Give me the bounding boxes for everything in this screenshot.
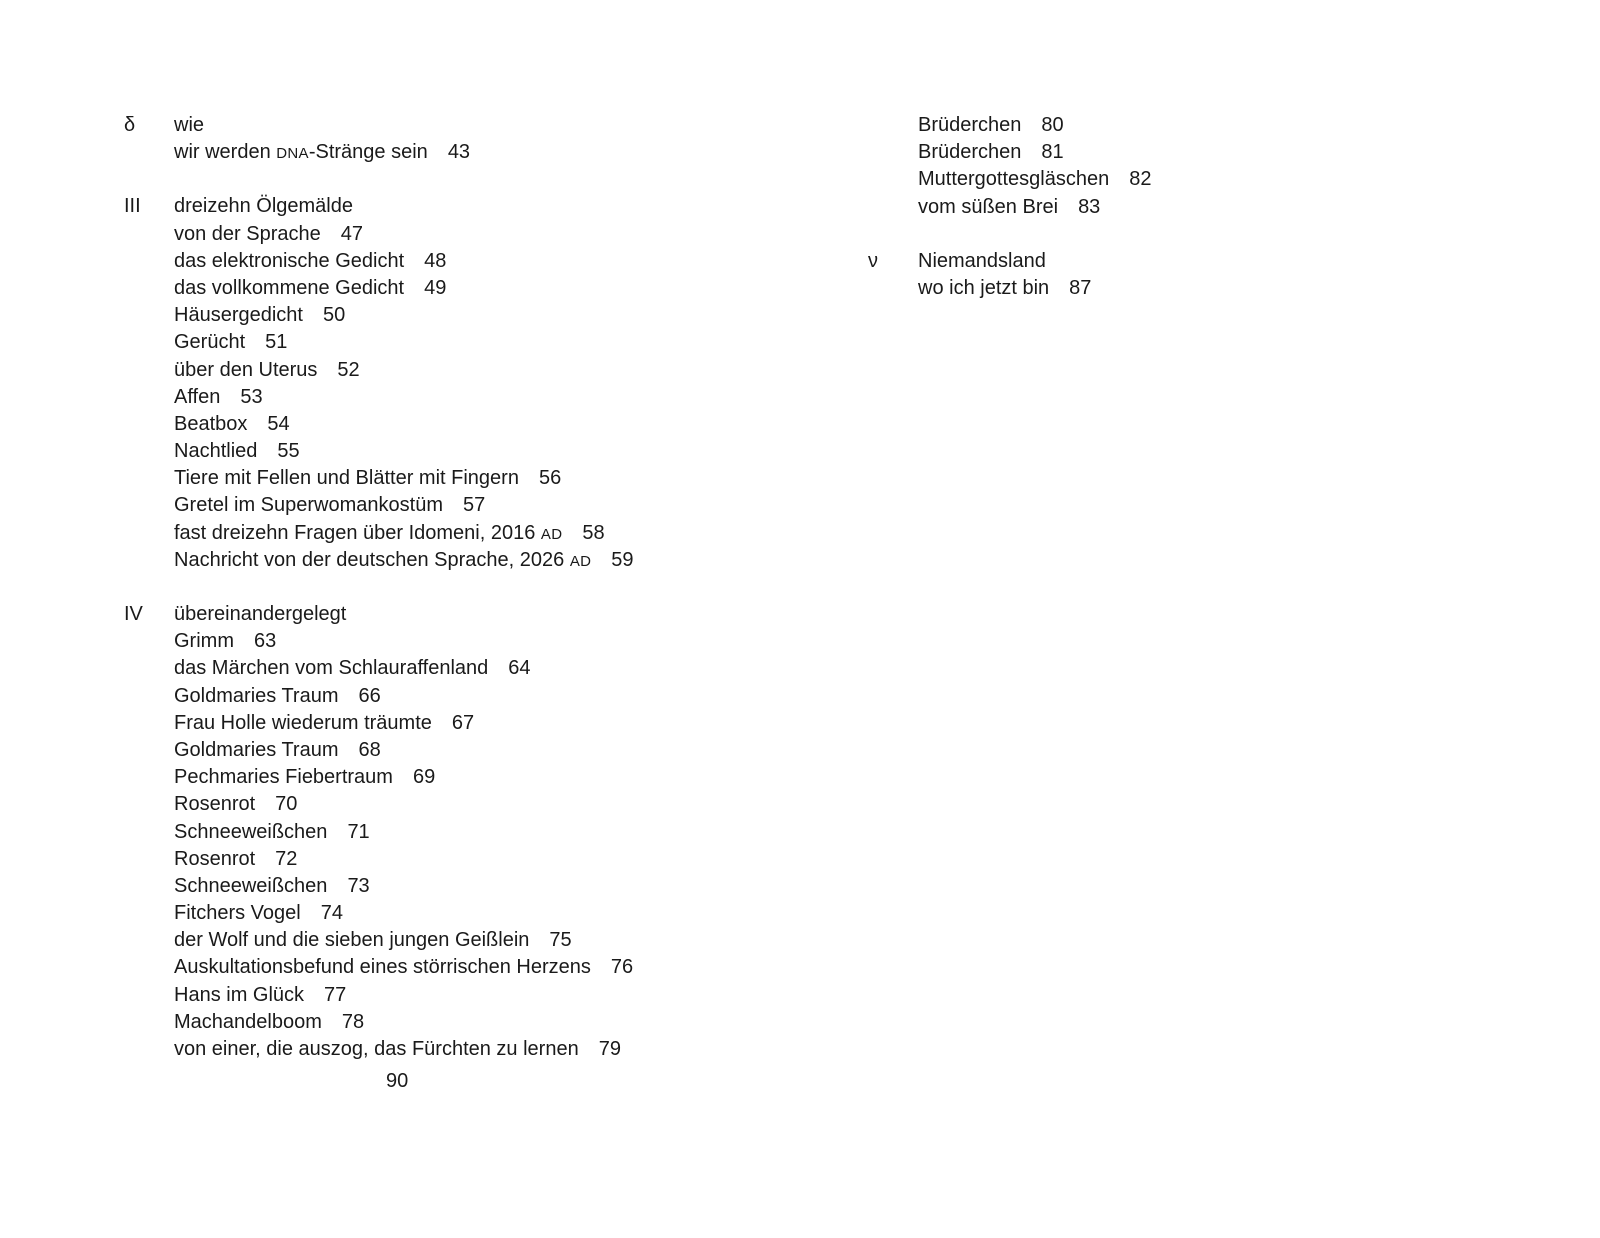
section-marker: III	[124, 195, 141, 218]
entry-title: Muttergottesgläschen	[918, 168, 1110, 191]
entry-page-number: 82	[1129, 168, 1152, 191]
toc-section-delta	[124, 112, 824, 166]
toc-entry	[124, 791, 824, 818]
entry-title: Frau Holle wiederum träumte	[174, 711, 432, 734]
entry-page-number: 50	[322, 304, 346, 327]
entry-page-number: 48	[424, 249, 447, 272]
toc-entry	[124, 1036, 824, 1063]
section-heading: übereinandergelegt	[174, 603, 347, 625]
toc-section-iii	[124, 193, 824, 574]
section-marker: IV	[124, 603, 143, 625]
entry-title: Affen	[174, 385, 221, 408]
entry-page-number: 75	[549, 929, 572, 952]
section-heading: dreizehn Ölgemälde	[174, 195, 353, 218]
entry-title: Hans im Glück	[174, 983, 305, 1006]
entry-title: Auskultationsbefund eines störrischen Herzens	[174, 956, 591, 979]
toc-entry	[124, 438, 824, 465]
entry-title: Goldmaries Traum	[174, 684, 339, 707]
entry-page-number: 67	[451, 711, 475, 734]
entry-title: von der Sprache	[174, 222, 321, 245]
toc-section-iv-continued	[918, 112, 1518, 221]
toc-entry	[124, 954, 824, 981]
toc-entry	[124, 846, 824, 873]
section-heading-row	[868, 248, 1518, 275]
entry-page-number: 59	[611, 548, 634, 571]
toc-entry	[124, 329, 824, 356]
toc-entry	[124, 411, 824, 438]
entry-title: wir werden DNA-Stränge sein	[174, 141, 428, 164]
entry-title: Tiere mit Fellen und Blätter mit Fingern	[174, 467, 519, 490]
entry-title: Pechmaries Fiebertraum	[174, 766, 393, 789]
entry-title: das elektronische Gedicht	[174, 249, 405, 272]
entry-title: Gerücht	[174, 331, 246, 354]
entry-page-number: 63	[253, 630, 277, 653]
entry-page-number: 81	[1041, 141, 1064, 164]
entry-page-number: 87	[1069, 276, 1092, 299]
entry-title: das Märchen vom Schlauraffenland	[174, 657, 489, 680]
page-number: 90	[386, 1070, 409, 1092]
toc-entry	[124, 737, 824, 764]
toc-entry	[918, 275, 1518, 302]
entry-page-number: 71	[347, 820, 370, 843]
toc-entry	[124, 547, 824, 574]
toc-entry	[124, 384, 824, 411]
entry-page-number: 72	[275, 847, 298, 870]
entry-title: das vollkommene Gedicht	[174, 276, 405, 299]
entry-page-number: 49	[424, 276, 447, 299]
toc-entry	[124, 465, 824, 492]
entry-page-number: 64	[508, 657, 531, 680]
toc-entry	[124, 927, 824, 954]
toc-entry	[124, 248, 824, 275]
toc-entry	[124, 139, 824, 166]
toc-right-column	[868, 112, 1518, 329]
entry-title: wo ich jetzt bin	[918, 276, 1050, 299]
section-marker: δ	[124, 114, 136, 136]
entry-page-number: 54	[267, 412, 290, 435]
toc-entry	[124, 492, 824, 519]
entry-page-number: 66	[358, 684, 381, 707]
entry-title: vom süßen Brei	[918, 195, 1059, 218]
entry-page-number: 77	[324, 983, 347, 1006]
toc-entry	[124, 302, 824, 329]
entry-title: Goldmaries Traum	[174, 738, 339, 761]
toc-entry	[124, 683, 824, 710]
entry-page-number: 58	[582, 521, 605, 544]
toc-entry	[124, 1009, 824, 1036]
entry-page-number: 53	[240, 385, 263, 408]
toc-entry	[124, 710, 824, 737]
entry-title: Rosenrot	[174, 793, 256, 816]
entry-page-number: 47	[340, 222, 364, 245]
entry-title: Beatbox	[174, 412, 248, 435]
small-caps-text: AD	[569, 552, 592, 570]
entry-page-number: 69	[412, 766, 436, 789]
entry-page-number: 68	[358, 738, 381, 761]
toc-entry	[124, 655, 824, 682]
entry-page-number: 70	[275, 793, 298, 816]
entry-page-number: 83	[1078, 195, 1101, 218]
entry-page-number: 55	[277, 440, 300, 463]
toc-entry	[918, 166, 1518, 193]
toc-entry	[124, 819, 824, 846]
entry-title: Nachricht von der deutschen Sprache, 2026 AD	[174, 548, 592, 571]
toc-entry	[918, 112, 1518, 139]
entry-page-number: 80	[1041, 114, 1064, 136]
entry-page-number: 78	[341, 1010, 365, 1033]
entry-page-number: 73	[347, 874, 370, 897]
entry-title: über den Uterus	[174, 358, 318, 381]
entry-page-number: 79	[598, 1038, 621, 1060]
entry-page-number: 52	[337, 358, 360, 381]
section-heading-row	[124, 193, 824, 220]
entry-title: Grimm	[174, 630, 234, 653]
section-marker: ν	[868, 249, 878, 272]
entry-title: der Wolf und die sieben jungen Geißlein	[174, 929, 530, 952]
entry-title: Brüderchen	[918, 141, 1022, 164]
entry-title: Schneeweißchen	[174, 874, 328, 897]
toc-section-nu	[868, 248, 1518, 302]
toc-entry	[124, 900, 824, 927]
toc-entry	[124, 764, 824, 791]
entry-title: Machandelboom	[174, 1010, 322, 1033]
entry-title: Brüderchen	[918, 114, 1022, 136]
section-heading: wie	[174, 114, 205, 136]
entry-page-number: 76	[610, 956, 634, 979]
toc-entry	[918, 139, 1518, 166]
entry-page-number: 51	[265, 331, 288, 354]
entry-title: Gretel im Superwomankostüm	[174, 494, 443, 517]
entry-title: Häusergedicht	[174, 304, 303, 327]
entry-page-number: 74	[320, 902, 343, 925]
toc-entry	[124, 520, 824, 547]
entry-title: Nachtlied	[174, 440, 258, 463]
entry-page-number: 56	[538, 467, 562, 490]
entry-title: Rosenrot	[174, 847, 256, 870]
entry-title: Fitchers Vogel	[174, 902, 301, 925]
entry-page-number: 57	[462, 494, 486, 517]
entry-title: von einer, die auszog, das Fürchten zu lernen	[174, 1038, 579, 1060]
toc-entry	[124, 628, 824, 655]
toc-entry	[124, 357, 824, 384]
toc-entry	[124, 275, 824, 302]
toc-entry	[124, 221, 824, 248]
toc-entry	[918, 194, 1518, 221]
small-caps-text: AD	[540, 525, 563, 543]
entry-title: Schneeweißchen	[174, 820, 328, 843]
section-heading-row	[124, 112, 824, 139]
entry-title: fast dreizehn Fragen über Idomeni, 2016 AD	[174, 521, 563, 544]
toc-entry	[124, 873, 824, 900]
toc-left-column	[124, 112, 824, 1090]
small-caps-text: DNA	[276, 145, 309, 163]
toc-section-iv	[124, 601, 824, 1063]
toc-entry	[124, 982, 824, 1009]
section-heading: Niemandsland	[918, 249, 1046, 272]
section-heading-row	[124, 601, 824, 628]
entry-page-number: 43	[447, 141, 471, 164]
